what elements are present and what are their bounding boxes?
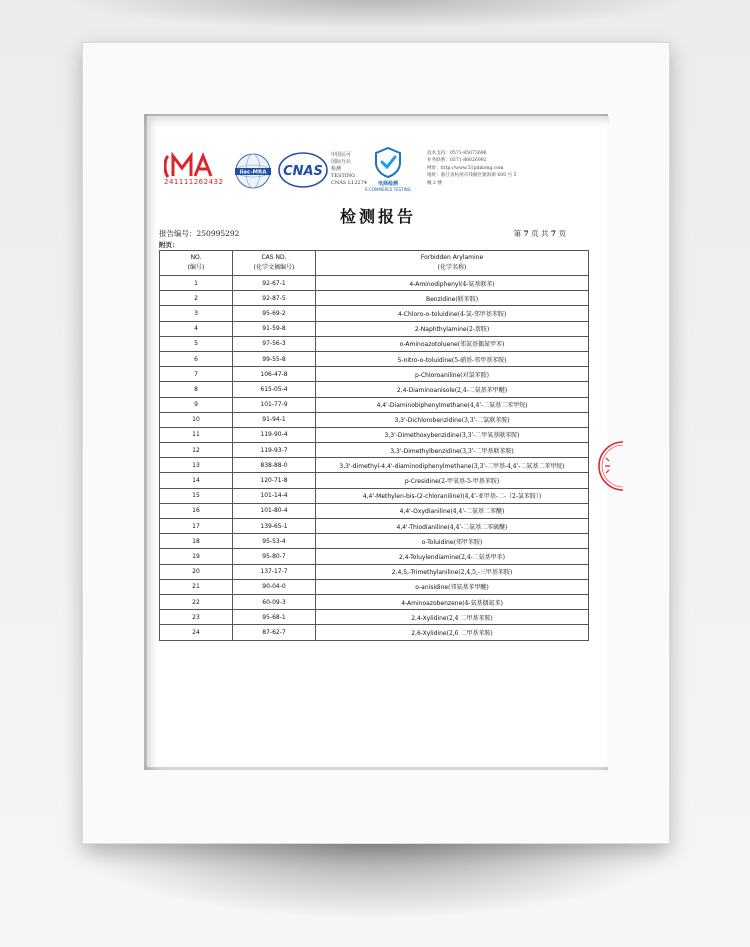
name-english: 2,4,5,-Trimethylaniline — [391, 569, 459, 577]
cell-name — [316, 321, 589, 336]
table-header-row — [160, 251, 589, 276]
cell-cas: 97-56-3 — [233, 336, 316, 351]
name-chinese: (2,4-二氨基苯甲醚) — [454, 386, 508, 394]
name-chinese: (4,4'-二氨基二苯醚) — [450, 508, 505, 516]
cell-no: 19 — [160, 549, 233, 564]
cell-name — [316, 412, 589, 427]
cell-cas: 95-80-7 — [233, 549, 316, 564]
name-chinese: (4,4'-二氨基二苯硫醚) — [447, 523, 508, 531]
cell-no: 17 — [160, 519, 233, 534]
name-english: p-Chloroaniline — [415, 371, 461, 379]
name-chinese: (4-氨基偶氮苯) — [462, 599, 503, 607]
name-chinese: (4-氯-邻甲基苯胺) — [457, 310, 507, 318]
cell-no: 4 — [160, 321, 233, 336]
table-row — [160, 397, 589, 412]
cell-cas: 95-68-1 — [233, 610, 316, 625]
table-row — [160, 579, 589, 594]
table-row — [160, 443, 589, 458]
cell-cas: 99-55-8 — [233, 351, 316, 366]
cell-no: 16 — [160, 503, 233, 518]
name-english: o-anisidine — [415, 584, 449, 592]
cell-cas: 90-04-0 — [233, 579, 316, 594]
table-row — [160, 351, 589, 366]
table-row — [160, 564, 589, 579]
cell-cas: 92-87-5 — [233, 291, 316, 306]
cell-no: 3 — [160, 306, 233, 321]
name-chinese: (2,6 二甲基苯胺) — [446, 629, 493, 637]
name-english: 4-Aminodiphenyl — [409, 280, 461, 288]
cell-no: 15 — [160, 488, 233, 503]
cell-cas: 87-62-7 — [233, 625, 316, 640]
cell-cas: 101-80-4 — [233, 503, 316, 518]
cell-name — [316, 610, 589, 625]
cell-name — [316, 519, 589, 534]
name-english: o-Aminoazotoluene — [399, 341, 458, 349]
table-row — [160, 276, 589, 291]
cell-name — [316, 625, 589, 640]
cell-cas: 92-67-1 — [233, 276, 316, 291]
cell-no: 18 — [160, 534, 233, 549]
cell-name — [316, 367, 589, 382]
cell-name — [316, 276, 589, 291]
name-english: 5-nitro-o-toluidine — [397, 356, 452, 364]
cell-name — [316, 458, 589, 473]
arylamine-table — [159, 250, 589, 641]
cnas-accreditation-text: 中国认可 国际互认 检测 TESTING CNAS L12274 — [331, 152, 368, 186]
svg-text:ilac-MRA: ilac-MRA — [239, 169, 267, 176]
cell-cas: 106-47-8 — [233, 367, 316, 382]
cell-cas: 119-93-7 — [233, 443, 316, 458]
name-english: 2,6-Xylidine — [411, 629, 447, 637]
table-row — [160, 336, 589, 351]
table-row — [160, 427, 589, 442]
frame-shadow — [70, 840, 680, 920]
name-chinese: (2-甲氧基-5-甲基苯胺) — [438, 478, 500, 486]
table-row — [160, 549, 589, 564]
cell-cas: 615-05-4 — [233, 382, 316, 397]
cell-name — [316, 473, 589, 488]
cell-no: 11 — [160, 427, 233, 442]
name-chinese: (3,3'-二甲基-4,4'-二氨基二苯甲烷) — [471, 462, 565, 470]
ilac-mra-logo — [233, 152, 273, 190]
name-chinese: (2,4 二甲基苯胺) — [446, 614, 493, 622]
cell-no: 20 — [160, 564, 233, 579]
table-row — [160, 610, 589, 625]
cnas-logo — [277, 150, 329, 190]
appendix-label: 附页： — [159, 241, 179, 249]
table-row — [160, 412, 589, 427]
svg-text:CNAS: CNAS — [283, 164, 323, 179]
name-english: 4-Aminoazobenzene — [401, 599, 463, 607]
report-title: 检测报告 — [339, 207, 416, 226]
cell-name — [316, 427, 589, 442]
name-english: 2,4-Diaminoanisole — [396, 386, 455, 394]
cell-cas: 838-88-0 — [233, 458, 316, 473]
cell-no: 7 — [160, 367, 233, 382]
table-row — [160, 488, 589, 503]
cell-no: 23 — [160, 610, 233, 625]
name-english: 3,3'-Dimethylbenzidine — [390, 447, 460, 455]
cell-no: 12 — [160, 443, 233, 458]
cell-cas: 119-90-4 — [233, 427, 316, 442]
name-english: 4,4'-Thiodianiline — [396, 523, 448, 531]
name-english: 4,4'-Oxydianiline — [399, 508, 451, 516]
table-row — [160, 306, 589, 321]
cell-name — [316, 443, 589, 458]
cell-no: 22 — [160, 594, 233, 609]
table-row — [160, 503, 589, 518]
report-number: 报告编号：250995292 — [159, 229, 240, 238]
cell-cas: 95-69-2 — [233, 306, 316, 321]
name-chinese: (4,4'-亚甲基-二-（2-氯苯胺）) — [462, 493, 542, 501]
cell-cas: 91-94-1 — [233, 412, 316, 427]
name-english: 4,4'-Methylen-bis-(2-chloraniline) — [362, 493, 463, 501]
name-chinese: (2-萘胺) — [466, 326, 490, 334]
cell-cas: 137-17-7 — [233, 564, 316, 579]
name-chinese: (4-氨基联苯) — [460, 280, 495, 288]
name-english: 4,4'-Diaminobiphenylmethane — [376, 402, 468, 410]
name-chinese: (3,3'-二甲氧基联苯胺) — [459, 432, 520, 440]
table-row — [160, 367, 589, 382]
table-row — [160, 625, 589, 640]
cell-no: 1 — [160, 276, 233, 291]
cell-name — [316, 306, 589, 321]
name-chinese: (3,3'-二甲基联苯胺) — [459, 447, 514, 455]
name-english: 3,3'-Dimethoxybenzidine — [384, 432, 460, 440]
name-chinese: (邻甲苯胺) — [453, 538, 483, 546]
name-english: 4-Chloro-o-toluidine — [397, 310, 458, 318]
name-english: 2,4-Xylidine — [411, 614, 447, 622]
table-row — [160, 519, 589, 534]
name-chinese: (2,4,5,-三甲基苯胺) — [458, 569, 513, 577]
cell-name — [316, 382, 589, 397]
top-shadow — [60, 0, 690, 30]
red-seal-stamp — [593, 438, 623, 494]
table-row — [160, 458, 589, 473]
ecommerce-testing-label: 电商检测 E-COMMERCE TESTING — [365, 181, 411, 192]
report-page — [147, 116, 609, 767]
cell-name — [316, 336, 589, 351]
name-chinese: (邻氨基偶氮甲苯) — [457, 341, 505, 349]
cell-name — [316, 503, 589, 518]
cma-code: 241111262432 — [164, 178, 224, 186]
cell-name — [316, 564, 589, 579]
name-chinese: (联苯胺) — [455, 295, 479, 303]
header-cas: CAS ND. (化学文摘编号) — [233, 251, 316, 276]
name-chinese: (邻氨基苯甲醚) — [448, 584, 489, 592]
name-chinese: (2,4-二氨基甲苯) — [458, 553, 506, 561]
cell-cas: 95-53-4 — [233, 534, 316, 549]
name-english: o-Toluidine — [421, 538, 454, 546]
cell-name — [316, 397, 589, 412]
cell-cas: 101-14-4 — [233, 488, 316, 503]
name-chinese: (4,4'-二氨基二苯甲烷) — [467, 402, 528, 410]
table-row — [160, 534, 589, 549]
cell-no: 6 — [160, 351, 233, 366]
name-chinese: (3,3'-二氯联苯胺) — [461, 417, 510, 425]
cell-no: 9 — [160, 397, 233, 412]
header-name: Forbidden Arylamine (化学名称) — [316, 251, 589, 276]
cell-no: 13 — [160, 458, 233, 473]
cell-no: 2 — [160, 291, 233, 306]
name-english: 3,3'-dimethyl-4,4'-diaminodiphenylmethane — [339, 462, 472, 470]
name-english: Benzidine — [425, 295, 456, 303]
cell-name — [316, 579, 589, 594]
name-chinese: (对氯苯胺) — [460, 371, 489, 379]
name-english: p-Cresidine — [404, 478, 439, 486]
cell-cas: 60-09-3 — [233, 594, 316, 609]
cell-no: 21 — [160, 579, 233, 594]
cell-name — [316, 291, 589, 306]
name-english: 2-Naphthylamine — [414, 326, 467, 334]
cell-name — [316, 594, 589, 609]
table-row — [160, 382, 589, 397]
cell-cas: 139-65-1 — [233, 519, 316, 534]
cell-no: 24 — [160, 625, 233, 640]
cell-no: 14 — [160, 473, 233, 488]
table-row — [160, 473, 589, 488]
cell-cas: 91-59-8 — [233, 321, 316, 336]
cell-cas: 101-77-9 — [233, 397, 316, 412]
lab-contact-info: 技术支持：0571-85073696 业务联系：0571-86026992 网址：http://www.51pinkong.com 地址：浙江省杭州市钱塘区银海街 600 号 5 幢 2 楼 — [427, 151, 517, 186]
cell-name — [316, 534, 589, 549]
table-row — [160, 291, 589, 306]
page-indicator: 第 7 页 共 7 页 — [513, 229, 566, 238]
cell-no: 5 — [160, 336, 233, 351]
ecommerce-testing-badge-icon — [365, 146, 411, 180]
name-english: 2,4-Toluylendiamine — [398, 553, 459, 561]
name-english: 3,3'-Dichlorobenzidine — [394, 417, 462, 425]
table-row — [160, 594, 589, 609]
name-chinese: (5-硝基-邻甲基苯胺) — [451, 356, 507, 364]
cell-name — [316, 488, 589, 503]
cell-cas: 120-71-8 — [233, 473, 316, 488]
cell-name — [316, 351, 589, 366]
header-no: NO. (编号) — [160, 251, 233, 276]
cell-no: 8 — [160, 382, 233, 397]
cell-no: 10 — [160, 412, 233, 427]
table-row — [160, 321, 589, 336]
cell-name — [316, 549, 589, 564]
